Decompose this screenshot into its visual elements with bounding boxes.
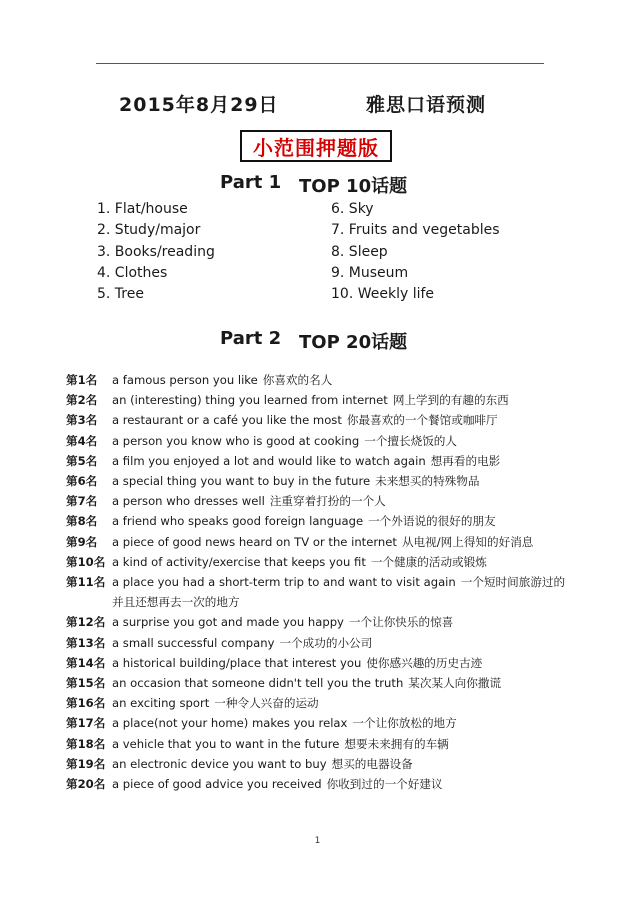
topic-chinese: 从电视/网上得知的好消息	[401, 534, 534, 549]
topic-rank: 第13名	[66, 635, 106, 650]
list-item: 6. Sky	[331, 201, 374, 217]
topic-rank: 第3名	[66, 413, 98, 428]
topic-english: a piece of good news heard on TV or the internet	[112, 534, 397, 549]
topic-text	[112, 774, 576, 794]
page-number: 1	[314, 836, 321, 846]
topic-text	[112, 713, 576, 733]
topic-english: a place you had a short-term trip to and want to visit again	[112, 575, 456, 590]
list-item: 10. Weekly life	[331, 286, 435, 303]
topic-chinese: 你最喜欢的一个餐馆或咖啡厅	[346, 413, 498, 428]
list-item: 5. Tree	[97, 286, 144, 303]
topic-rank: 第17名	[66, 716, 106, 731]
list-item	[66, 390, 576, 410]
topic-rank: 第8名	[66, 514, 98, 529]
topic-text	[112, 451, 576, 471]
topic-rank: 第2名	[66, 393, 98, 408]
part2-top: TOP 20话题	[299, 332, 408, 353]
edition-badge: 小范围押题版	[240, 130, 392, 162]
list-item	[66, 552, 576, 572]
topic-chinese: 你收到过的一个好建议	[326, 777, 443, 792]
topic-text	[112, 693, 576, 713]
list-item	[66, 451, 576, 471]
topic-chinese: 想要未来拥有的车辆	[344, 736, 449, 751]
list-item	[66, 612, 576, 632]
list-item	[66, 633, 576, 653]
topic-chinese: 一个健康的活动或锻炼	[370, 554, 487, 569]
topic-chinese: 一个擅长烧饭的人	[364, 433, 457, 448]
list-item	[66, 734, 576, 754]
topic-rank: 第20名	[66, 777, 106, 792]
topic-english: a piece of good advice you received	[112, 777, 322, 792]
list-item: 3. Books/reading	[97, 243, 215, 260]
topic-text	[112, 612, 576, 632]
list-item	[66, 572, 576, 612]
topic-chinese: 一种令人兴奋的运动	[214, 696, 319, 711]
list-item	[66, 511, 576, 531]
topic-chinese: 使你感兴趣的历史古迹	[366, 655, 483, 670]
list-item	[66, 471, 576, 491]
topic-rank: 第6名	[66, 474, 98, 489]
list-item	[66, 774, 576, 794]
list-item	[66, 653, 576, 673]
topic-english: a historical building/place that interest you	[112, 655, 362, 670]
part1-label: Part 1	[220, 172, 282, 193]
topic-english: a famous person you like	[112, 373, 258, 387]
topic-text	[112, 734, 576, 754]
topic-english: an electronic device you want to buy	[112, 756, 327, 771]
topic-chinese: 想买的电器设备	[331, 756, 413, 771]
topic-english: a vehicle that you to want in the future	[112, 736, 340, 751]
topic-rank: 第19名	[66, 756, 106, 771]
list-item	[66, 431, 576, 451]
topic-chinese: 某次某人向你撒谎	[408, 676, 502, 691]
list-item	[66, 410, 576, 430]
topic-english: an occasion that someone didn't tell you the truth	[112, 676, 404, 691]
topic-rank: 第1名	[66, 373, 98, 387]
topic-chinese: 一个让你放松的地方	[352, 716, 457, 731]
list-item	[66, 693, 576, 713]
header-rule	[96, 63, 544, 64]
topic-english: an exciting sport	[112, 696, 210, 711]
topic-english: a place(not your home) makes you relax	[112, 716, 348, 731]
topic-english: a person who dresses well	[112, 494, 265, 509]
topic-rank: 第7名	[66, 494, 98, 509]
topic-chinese: 一个外语说的很好的朋友	[368, 514, 496, 529]
topic-rank: 第9名	[66, 534, 98, 549]
topic-text	[112, 370, 576, 390]
title-date: 2015年8月29日	[119, 94, 279, 116]
list-item: 7. Fruits and vegetables	[331, 222, 500, 239]
topic-rank: 第14名	[66, 655, 106, 670]
topic-text	[112, 410, 576, 430]
topic-chinese: 未来想买的特殊物品	[375, 474, 480, 489]
topic-english: a friend who speaks good foreign language	[112, 514, 364, 529]
topic-text	[112, 532, 576, 552]
topic-english: a restaurant or a café you like the most	[112, 413, 342, 428]
list-item: 9. Museum	[331, 264, 409, 281]
topic-english: a kind of activity/exercise that keeps you fit	[112, 554, 366, 569]
topic-rank: 第12名	[66, 615, 106, 630]
list-item: 2. Study/major	[97, 222, 201, 239]
topic-english: a special thing you want to buy in the future	[112, 474, 371, 489]
topic-text	[112, 572, 576, 612]
topic-english: a surprise you got and made you happy	[112, 615, 344, 630]
topic-chinese: 一个成功的小公司	[279, 635, 373, 650]
part2-list	[66, 370, 576, 794]
topic-rank: 第4名	[66, 433, 98, 448]
topic-rank: 第16名	[66, 696, 106, 711]
topic-rank: 第15名	[66, 676, 106, 691]
list-item	[66, 713, 576, 733]
topic-text	[112, 491, 576, 511]
part1-top: TOP 10话题	[299, 176, 408, 197]
topic-english: a film you enjoyed a lot and would like to watch again	[112, 453, 426, 468]
list-item	[66, 754, 576, 774]
topic-text	[112, 431, 576, 451]
list-item	[66, 491, 576, 511]
list-item	[66, 532, 576, 552]
topic-rank: 第10名	[66, 554, 106, 569]
list-item: 4. Clothes	[97, 264, 168, 281]
topic-text	[112, 390, 576, 410]
part2-label: Part 2	[220, 328, 282, 349]
topic-text	[112, 633, 576, 653]
part1-list-right	[331, 199, 591, 305]
topic-text	[112, 754, 576, 774]
list-item: 1. Flat/house	[97, 201, 188, 217]
topic-text	[112, 511, 576, 531]
title-text: 雅思口语预测	[366, 94, 487, 116]
topic-text	[112, 552, 576, 572]
list-item: 8. Sleep	[331, 243, 388, 260]
topic-english: an (interesting) thing you learned from internet	[112, 393, 388, 408]
topic-text	[112, 673, 576, 693]
topic-chinese: 你喜欢的名人	[262, 373, 333, 387]
topic-english: a small successful company	[112, 635, 275, 650]
topic-chinese: 注重穿着打扮的一个人	[269, 494, 386, 509]
part1-list-left	[97, 199, 357, 305]
topic-english: a person you know who is good at cooking	[112, 433, 360, 448]
list-item	[66, 673, 576, 693]
topic-rank: 第18名	[66, 736, 106, 751]
topic-chinese: 想再看的电影	[430, 453, 501, 468]
topic-chinese: 网上学到的有趣的东西	[392, 393, 509, 408]
topic-rank: 第11名	[66, 575, 106, 590]
topic-text	[112, 471, 576, 491]
topic-chinese: 一个让你快乐的惊喜	[348, 615, 454, 630]
topic-chinese: 一个短时间旅游过的并且还想再去一次的地方	[112, 575, 566, 610]
topic-text	[112, 653, 576, 673]
list-item	[66, 370, 576, 390]
topic-rank: 第5名	[66, 453, 98, 468]
